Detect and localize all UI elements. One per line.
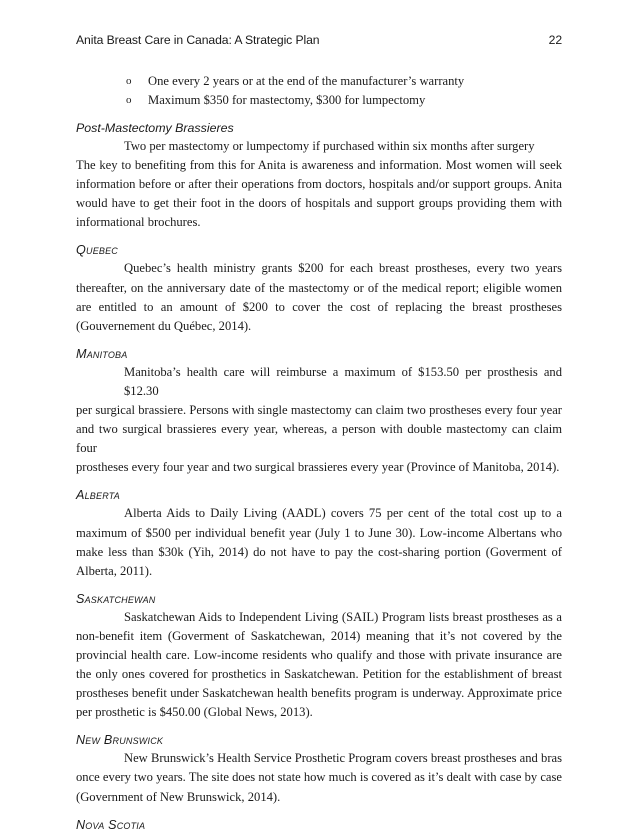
section-heading: Manitoba — [76, 346, 128, 361]
text-line: prostheses benefit under Saskatchewan health benefits program is underway. Approximate price — [76, 686, 562, 701]
text-line: per surgical brassiere. Persons with single mastectomy can claim two prostheses every four year — [76, 403, 562, 418]
section-post-mastectomy — [76, 119, 562, 232]
section-heading: New Brunswick — [76, 733, 164, 748]
text-line: Two per mastectomy or lumpectomy if purchased within six months after surgery — [124, 139, 535, 153]
section-heading: Alberta — [76, 488, 120, 503]
text-line: maximum of $500 per individual benefit year (July 1 to June 30). Low-income Albertans who — [76, 525, 562, 540]
page-number: 22 — [548, 33, 562, 47]
bullet-marker: o — [126, 75, 132, 87]
section-heading: Post-Mastectomy Brassieres — [76, 121, 234, 135]
text-line: once every two years. The site does not state how much is covered as it’s dealt with case by case — [76, 770, 562, 785]
text-line: per prosthetic is $450.00 (Global News, 2013). — [76, 705, 313, 720]
text-line: make less than $30k (Yih, 2014) do not have to pay the cost-sharing portion (Goverment of — [76, 544, 562, 559]
header-title: Anita Breast Care in Canada: A Strategic Plan — [76, 33, 320, 47]
text-line: are entitled to an amount of $200 to cover the cost of replacing the breast prostheses — [76, 299, 562, 314]
text-line: New Brunswick’s Health Service Prosthetic Program covers breast prostheses and bras — [124, 751, 562, 766]
text-line: (Gouvernement du Québec, 2014). — [76, 318, 252, 333]
paragraph — [76, 749, 562, 806]
text-line: informational brochures. — [76, 215, 201, 230]
text-line: thereafter, on the anniversary date of the mastectomy or of the medical report; eligible women — [76, 280, 562, 295]
section-heading: Nova Scotia — [76, 817, 146, 832]
paragraph — [76, 137, 562, 232]
section-manitoba — [76, 345, 562, 478]
bullet-text: One every 2 years or at the end of the manufacturer’s warranty — [148, 74, 465, 88]
section-nova-scotia — [76, 816, 562, 834]
text-line: Quebec’s health ministry grants $200 for each breast prostheses, every two years — [124, 261, 562, 276]
text-line: Alberta Aids to Daily Living (AADL) covers 75 per cent of the total cost up to a — [124, 506, 562, 521]
section-heading: Quebec — [76, 243, 119, 258]
bullet-list — [76, 72, 562, 110]
section-quebec — [76, 241, 562, 335]
section-saskatchewan — [76, 590, 562, 723]
list-item — [76, 91, 562, 110]
text-line: Alberta, 2011). — [76, 563, 153, 578]
running-header — [76, 33, 562, 47]
page-body — [76, 72, 562, 834]
paragraph — [76, 504, 562, 580]
text-line: information before or after their operations from doctors, hospitals and/or support groups. Anita — [76, 177, 562, 192]
section-new-brunswick — [76, 731, 562, 806]
text-line: non-benefit item (Goverment of Saskatchewan, 2014) meaning that it’s not covered by the — [76, 628, 562, 643]
section-heading: Saskatchewan — [76, 591, 156, 606]
text-line: the only ones covered for prosthetics in Saskatchewan. Petition for the establishment of breast — [76, 667, 562, 682]
text-line: The key to benefiting from this for Anita is awareness and information. Most women will seek — [76, 158, 562, 173]
paragraph — [76, 259, 562, 335]
text-line: would have to get their foot in the doors of hospitals and support groups providing them with — [76, 196, 562, 211]
paragraph — [76, 608, 562, 723]
text-line: Manitoba’s health care will reimburse a maximum of $153.50 per prosthesis and $12.30 — [124, 364, 562, 398]
text-line: and two surgical brassieres every year, whereas, a person with double mastectomy can claim four — [76, 422, 562, 456]
bullet-marker: o — [126, 94, 132, 106]
text-line: prostheses every four year and two surgical brassieres every year (Province of Manitoba, 2014). — [76, 460, 560, 475]
paragraph — [76, 363, 562, 478]
bullet-text: Maximum $350 for mastectomy, $300 for lumpectomy — [148, 93, 426, 107]
text-line: provincial health care. Low-income residents who qualify and those with private insurance are — [76, 647, 562, 662]
list-item — [76, 72, 562, 91]
text-line: Saskatchewan Aids to Independent Living (SAIL) Program lists breast prostheses as a — [124, 609, 562, 624]
section-alberta — [76, 486, 562, 580]
text-line: (Government of New Brunswick, 2014). — [76, 789, 281, 804]
